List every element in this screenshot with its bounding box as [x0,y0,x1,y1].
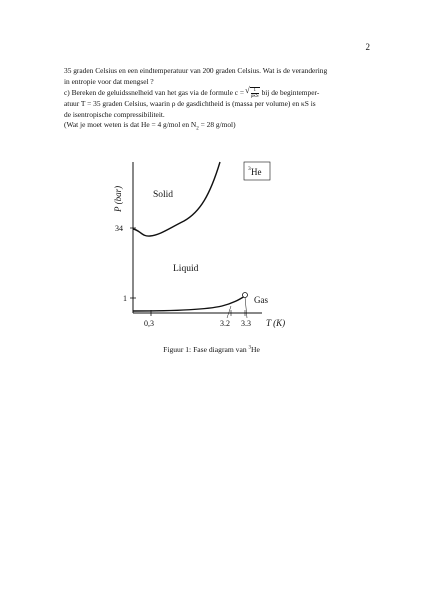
isotope-text: He [251,167,262,177]
region-solid-label: Solid [153,190,174,200]
text-line-5: de isentropische compressibiliteit. [64,109,165,119]
text-line-6-b: = 28 g/mol) [198,120,236,130]
y-tick-1: 1 [123,294,127,303]
page-number: 2 [365,42,370,52]
text-line-6-sub: 2 [196,126,199,132]
formula-denominator: ρκS [250,94,259,100]
text-line-1: 35 graden Celsius en een eindtemperatuur van 200 graden Celsius. Wat is de verandering [64,66,328,75]
figure-caption [0,345,423,354]
caption-sup: 3 [248,345,252,351]
caption-suffix: He [251,345,260,354]
vapor-curve [133,296,245,311]
x-tick-guide-32 [227,306,231,318]
text-line-2: in entropie voor dat mengsel ? [64,76,154,86]
region-gas-label: Gas [254,295,268,305]
formula-numerator: √ 1 [251,88,259,94]
text-line-3-suffix: bij de begintemper- [261,88,320,98]
y-axis-label: P (bar) [113,185,123,212]
melting-curve [133,162,220,236]
text-line-4: atuur T = 35 graden Celsius, waarin ρ de gasdichtheid is (massa per volume) en κS is [64,99,316,109]
caption-prefix: Figuur 1: Fase diagram van [163,345,249,354]
text-line-6-a: (Wat je moet weten is dat He = 4 g/mol en N [64,120,197,130]
y-tick-34: 34 [115,224,123,233]
x-axis-label: T (K) [266,318,286,328]
isotope-sup: 3 [248,166,251,172]
x-tick-33: 3.3 [241,319,251,328]
text-line-3-prefix: c) Bereken de geluidssnelheid van het gas via de formule c = [64,88,245,98]
x-tick-32: 3.2 [220,319,230,328]
x-tick-03: 0,3 [144,319,154,328]
critical-point-marker [243,293,248,298]
region-liquid-label: Liquid [173,264,199,274]
